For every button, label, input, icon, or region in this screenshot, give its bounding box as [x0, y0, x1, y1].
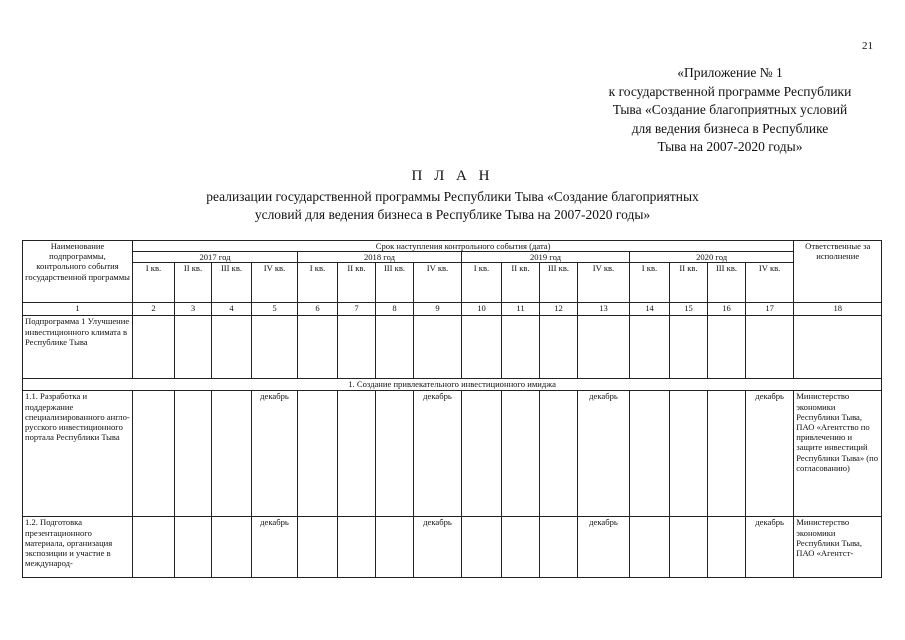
quarter-cell: [630, 391, 670, 517]
year-header: 2019 год: [462, 252, 630, 263]
subprogram-row: [23, 316, 882, 379]
event-name: 1.2. Подготовка презентационного материала, организация экспозиции и участие в международ-: [23, 517, 133, 578]
column-number: 14: [630, 303, 670, 316]
column-number: 5: [252, 303, 298, 316]
plan-title: П Л А Н: [411, 168, 494, 184]
column-number: 4: [212, 303, 252, 316]
quarter-cell: [540, 391, 578, 517]
appendix-line: «Приложение № 1: [677, 65, 783, 80]
quarter-cell: декабрь: [578, 391, 630, 517]
quarter-cell: [462, 391, 502, 517]
quarter-cell: [540, 517, 578, 578]
quarter-cell: [133, 517, 175, 578]
table-row: [23, 391, 882, 517]
empty-cell: [133, 316, 175, 379]
empty-cell: [376, 316, 414, 379]
quarter-cell: [708, 391, 746, 517]
year-header: 2018 год: [298, 252, 462, 263]
appendix-line: Тыва «Создание благоприятных условий: [612, 102, 848, 117]
column-number: 13: [578, 303, 630, 316]
column-number: 12: [540, 303, 578, 316]
appendix-line: Тыва на 2007-2020 годы»: [657, 139, 803, 154]
quarter-header: II кв.: [502, 263, 540, 303]
quarter-cell: [133, 391, 175, 517]
quarter-cell: [502, 391, 540, 517]
quarter-header: III кв.: [376, 263, 414, 303]
quarter-cell: [298, 391, 338, 517]
deadline-header: Срок наступления контрольного события (дата): [133, 241, 794, 252]
section-row: [23, 379, 882, 391]
quarter-header: IV кв.: [578, 263, 630, 303]
column-number: 15: [670, 303, 708, 316]
plan-table: [22, 240, 882, 578]
responsible-cell: Министерство экономики Республики Тыва, ПАО «Агентст-: [794, 517, 882, 578]
page-number: 21: [862, 40, 873, 52]
appendix-line: к государственной программе Республики: [608, 83, 852, 99]
appendix-heading: [560, 64, 900, 157]
empty-cell: [670, 316, 708, 379]
quarter-cell: [175, 517, 212, 578]
quarter-cell: [376, 517, 414, 578]
column-number: 8: [376, 303, 414, 316]
quarter-header: III кв.: [708, 263, 746, 303]
quarter-header: III кв.: [212, 263, 252, 303]
quarter-cell: [338, 517, 376, 578]
empty-cell: [794, 316, 882, 379]
quarter-cell: [376, 391, 414, 517]
quarter-cell: [670, 391, 708, 517]
quarter-header: I кв.: [133, 263, 175, 303]
plan-subtitle-line: условий для ведения бизнеса в Республике Тыва на 2007-2020 годы»: [254, 207, 651, 222]
empty-cell: [338, 316, 376, 379]
column-number: 6: [298, 303, 338, 316]
empty-cell: [212, 316, 252, 379]
empty-cell: [746, 316, 794, 379]
name-column-header: Наименование подпрограммы, контрольного события государственной программы: [23, 241, 133, 303]
column-number: 9: [414, 303, 462, 316]
quarter-cell: декабрь: [252, 517, 298, 578]
quarter-cell: декабрь: [414, 517, 462, 578]
section-title: 1. Создание привлекательного инвестиционного имиджа: [23, 379, 882, 391]
year-header: 2017 год: [133, 252, 298, 263]
quarter-header: IV кв.: [746, 263, 794, 303]
empty-cell: [540, 316, 578, 379]
quarter-cell: декабрь: [252, 391, 298, 517]
empty-cell: [462, 316, 502, 379]
quarter-header: I кв.: [630, 263, 670, 303]
empty-cell: [414, 316, 462, 379]
column-number: 10: [462, 303, 502, 316]
quarter-header: IV кв.: [414, 263, 462, 303]
empty-cell: [708, 316, 746, 379]
quarter-header: I кв.: [462, 263, 502, 303]
quarter-cell: [670, 517, 708, 578]
quarter-cell: декабрь: [578, 517, 630, 578]
responsible-cell: Министерство экономики Республики Тыва, ПАО «Агентство по привлечению и защите инвестиций Республики Тыва» (по согласованию): [794, 391, 882, 517]
empty-cell: [298, 316, 338, 379]
empty-cell: [175, 316, 212, 379]
subprogram-name: Подпрограмма 1 Улучшение инвестиционного климата в Республике Тыва: [23, 316, 133, 379]
year-header: 2020 год: [630, 252, 794, 263]
quarter-header: II кв.: [670, 263, 708, 303]
quarter-cell: [175, 391, 212, 517]
quarter-cell: декабрь: [746, 517, 794, 578]
empty-cell: [630, 316, 670, 379]
quarter-cell: [212, 391, 252, 517]
column-number-row: [23, 303, 882, 316]
empty-cell: [252, 316, 298, 379]
quarter-header: II кв.: [175, 263, 212, 303]
quarter-cell: [298, 517, 338, 578]
quarter-cell: декабрь: [746, 391, 794, 517]
quarter-cell: [338, 391, 376, 517]
column-number: 1: [23, 303, 133, 316]
quarter-header: I кв.: [298, 263, 338, 303]
quarter-cell: [212, 517, 252, 578]
plan-subtitle: [100, 188, 805, 224]
column-number: 17: [746, 303, 794, 316]
column-number: 2: [133, 303, 175, 316]
table-row: [23, 517, 882, 578]
quarter-header: II кв.: [338, 263, 376, 303]
column-number: 3: [175, 303, 212, 316]
appendix-line: для ведения бизнеса в Республике: [631, 120, 829, 136]
quarter-cell: [462, 517, 502, 578]
quarter-cell: декабрь: [414, 391, 462, 517]
empty-cell: [502, 316, 540, 379]
quarter-cell: [630, 517, 670, 578]
quarter-cell: [708, 517, 746, 578]
column-number: 16: [708, 303, 746, 316]
quarter-cell: [502, 517, 540, 578]
plan-subtitle-line: реализации государственной программы Республики Тыва «Создание благоприятных: [206, 189, 699, 204]
column-number: 7: [338, 303, 376, 316]
quarter-header: III кв.: [540, 263, 578, 303]
column-number: 18: [794, 303, 882, 316]
empty-cell: [578, 316, 630, 379]
event-name: 1.1. Разработка и поддержание специализированного англо-русского инвестиционного портала Республики Тыва: [23, 391, 133, 517]
column-number: 11: [502, 303, 540, 316]
quarter-header: IV кв.: [252, 263, 298, 303]
responsible-column-header: Ответственные за исполнение: [794, 241, 882, 303]
